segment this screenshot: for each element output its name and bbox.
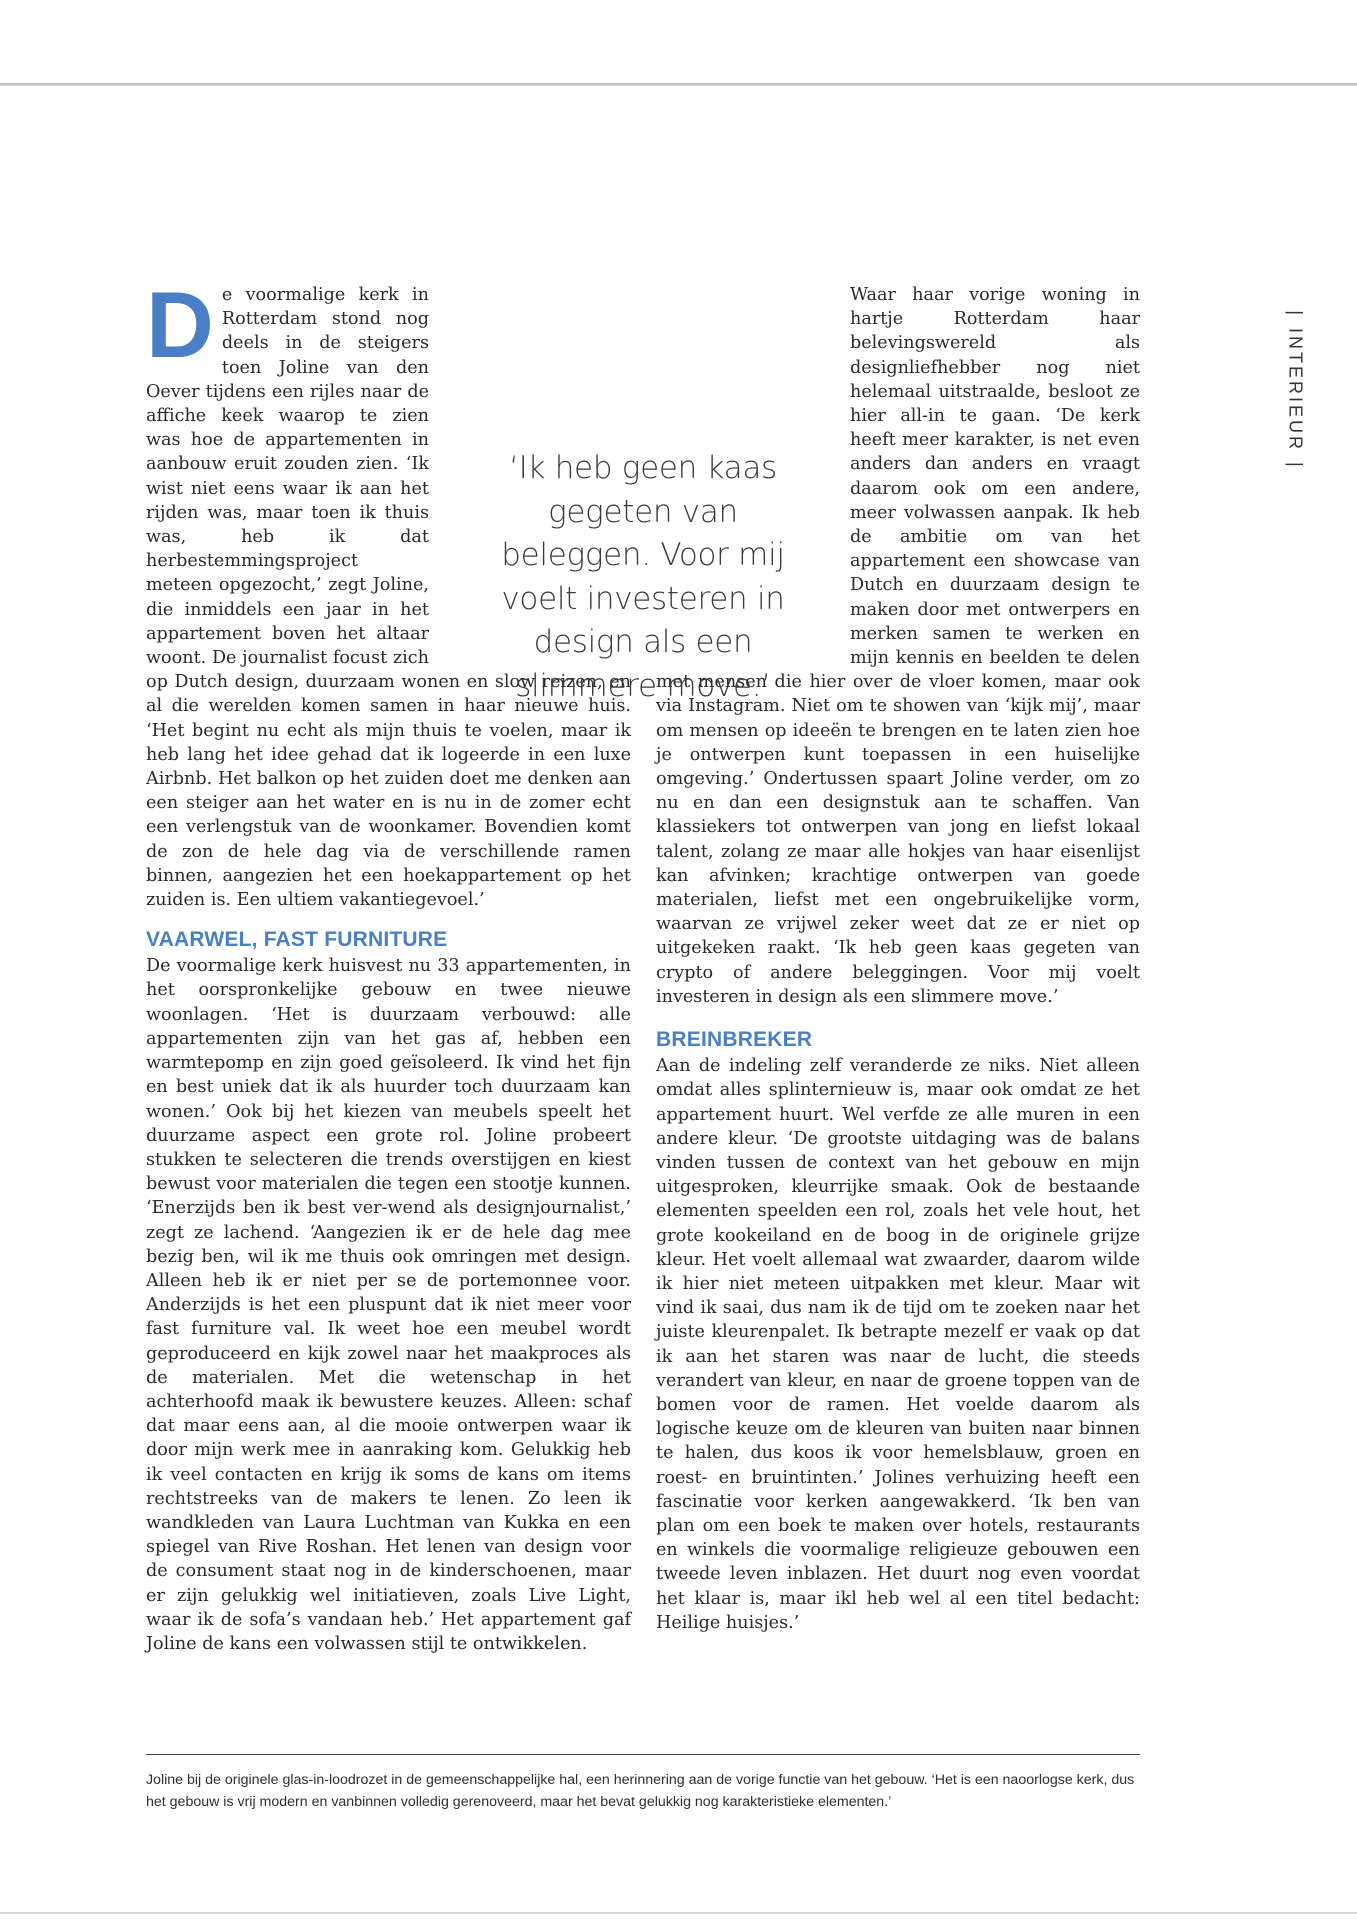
drop-cap: D [146, 272, 214, 377]
intro-paragraph: e voormalige kerk in Rotterdam stond nog deels in de steigers toen Joline van den Oever tijdens een rijles naar de affiche keek waarop te zien was hoe de appartementen in aanbouw eruit zouden zien. ‘Ik wist niet eens waar ik aan het rijden was, maar toen ik thuis was, heb ik dat herbestemmingsproject meteen opgezocht,’ zegt Joline, die inmiddels een jaar in het appartement boven het altaar woont. De journalist focust zich op Dutch design, duurzaam wonen en slow reizen, en al die werelden komen samen in haar nieuwe huis. ‘Het begint nu echt als mijn thuis te voelen, maar ik heb lang het idee gehad dat ik logeerde in een luxe Airbnb. Het balkon op het zuiden doet me denken aan een steiger aan het water en is nu in de zomer echt een verlengstuk van de woonkamer. Bovendien komt de zon de hele dag via de verschillende ramen binnen, aangezien het een hoekappartement op het zuiden is. Een ultiem vakantiegevoel.’ [146, 285, 631, 911]
section-tag-label: INTERIEUR [1285, 327, 1306, 453]
section-paragraph-breinbreker: Aan de indeling zelf veranderde ze niks. Niet alleen omdat alles splinternieuw is, maar ook omdat ze het appartement huurt. Wel verfde ze alle muren in een andere kleur. ‘De grootste uitdaging was de balans vinden tussen de context van het gebouw en mijn uitgesproken, kleurrijke smaak. Ook de bestaande elementen speelden een rol, zoals het vele hout, het grote kookeiland en de boog in de originele grijze kleur. Het voelt allemaal wat zwaarder, daarom wilde ik hier niet meteen uitpakken met kleur. Maar wit vind ik saai, dus nam ik de tijd om te zoeken naar het juiste kleurenpalet. Ik betrapte mezelf er vaak op dat ik aan het staren was naar de lucht, die steeds verandert van kleur, en naar de groene toppen van de bomen voor de ramen. Het voelde daarom als logische keuze om de kleuren van buiten naar binnen te halen, dus koos ik voor hemelsblauw, groen en roest- en bruintinten.’ Jolines verhuizing heeft een fascinatie voor kerken aangewakkerd. ‘Ik ben van plan om een boek te maken over hotels, restaurants en winkels die voormalige religieuze gebouwen een tweede leven inblazen. Het duurt nog even voordat het klaar is, maar ikl heb wel al een titel bedacht: Heilige huisjes.’ [656, 1056, 1140, 1633]
section-heading-breinbreker: BREINBREKER [656, 1028, 813, 1052]
photo-caption: Joline bij de originele glas-in-loodrozet in de gemeenschappelijke hal, een herinnering aan de vorige functie van het gebouw. ‘Het is een naoorlogse kerk, dus het gebouw is vrij modern en vanbinnen volledig gerenoveerd, maar het bevat gelukkig nog karakteristieke elementen.’ [146, 1772, 1135, 1810]
section-tag-left-bar: | [1285, 310, 1306, 318]
section-tag-right-bar: | [1285, 462, 1306, 470]
section-paragraph-vaarwel: De voormalige kerk huisvest nu 33 appartementen, in het oorspronkelijke gebouw en twee nieuwe woonlagen. ‘Het is duurzaam verbouwd: alle appartementen zijn van het gas af, hebben een warmtepomp en zijn goed geïsoleerd. Ik vind het fijn en best uniek dat ik als huurder toch duurzaam kan wonen.’ Ook bij het kiezen van meubels speelt het duurzame aspect een grote rol. Joline probeert stukken te selecteren die trends overstijgen en kiest bewust voor materialen die tegen een stootje kunnen. ‘Enerzijds ben ik best ver-wend als designjournalist,’ zegt ze lachend. ‘Aangezien ik er de hele dag mee bezig ben, wil ik me thuis ook omringen met design. Alleen heb ik er niet per se de portemonnee voor. Anderzijds is het een pluspunt dat ik niet meer voor fast furniture val. Ik weet hoe een meubel wordt geproduceerd en kijk zowel naar het maakproces als de materialen. Met die wetenschap in het achterhoofd maak ik bewustere keuzes. Alleen: schaf dat maar eens aan, al die mooie ontwerpen waar ik door mijn werk mee in aanraking kom. Gelukkig heb ik veel contacten en krijg ik soms de kans om items rechtstreeks van de makers te lenen. Zo leen ik wandkleden van Laura Luchtman van Kukka en een spiegel van Rive Roshan. Het lenen van design voor de consument staat nog in de kinderschoenen, maar er zijn gelukkig wel initiatieven, zoals Live Light, waar ik de sofa’s vandaan heb.’ Het appartement gaf Joline de kans een volwassen stijl te ontwikkelen. [146, 956, 631, 1654]
section-heading-vaarwel: VAARWEL, FAST FURNITURE [146, 928, 448, 952]
right-paragraph: Waar haar vorige woning in hartje Rotterdam haar belevingswereld als designliefhebber nog niet helemaal uitstraalde, besloot ze hier all-in te gaan. ‘De kerk heeft meer karakter, is net even anders dan anders en vraagt daarom ook om een andere, meer volwassen aanpak. Ik heb de ambitie om van het appartement een showcase van Dutch en duurzaam design te maken door met ontwerpers en merken samen te werken en mijn kennis en beelden te delen met mensen die hier over de vloer komen, maar ook via Instagram. Niet om te showen van ‘kijk mij’, maar om mensen op ideeën te brengen en te laten zien hoe je ontwerpen kunt toepassen in een huiselijke omgeving.’ Ondertussen spaart Joline verder, om zo nu en dan een designstuk aan te schaffen. Van klassiekers tot ontwerpen van jong en liefst lokaal talent, zolang ze maar alle hokjes van haar eisenlijst kan afvinken; krachtige ontwerpen van goede materialen, liefst met een ongebruikelijke vorm, waarvan ze vrijwel zeker weet dat ze er niet op uitgekeken raakt. ‘Ik heb geen kaas gegeten van crypto of andere beleggingen. Voor mij voelt investeren in design als een slimmere move.’ [656, 285, 1140, 1007]
section-tag-text [1285, 300, 1306, 479]
scan-bottom-rule [0, 1912, 1357, 1914]
scan-top-rule [0, 83, 1357, 86]
pull-quote: ‘Ik heb geen kaas gegeten van beleggen. Voor mij voelt investeren in design als een slimmere move.’ [501, 450, 785, 704]
section-tag [1283, 300, 1307, 480]
caption-divider [146, 1754, 1140, 1755]
